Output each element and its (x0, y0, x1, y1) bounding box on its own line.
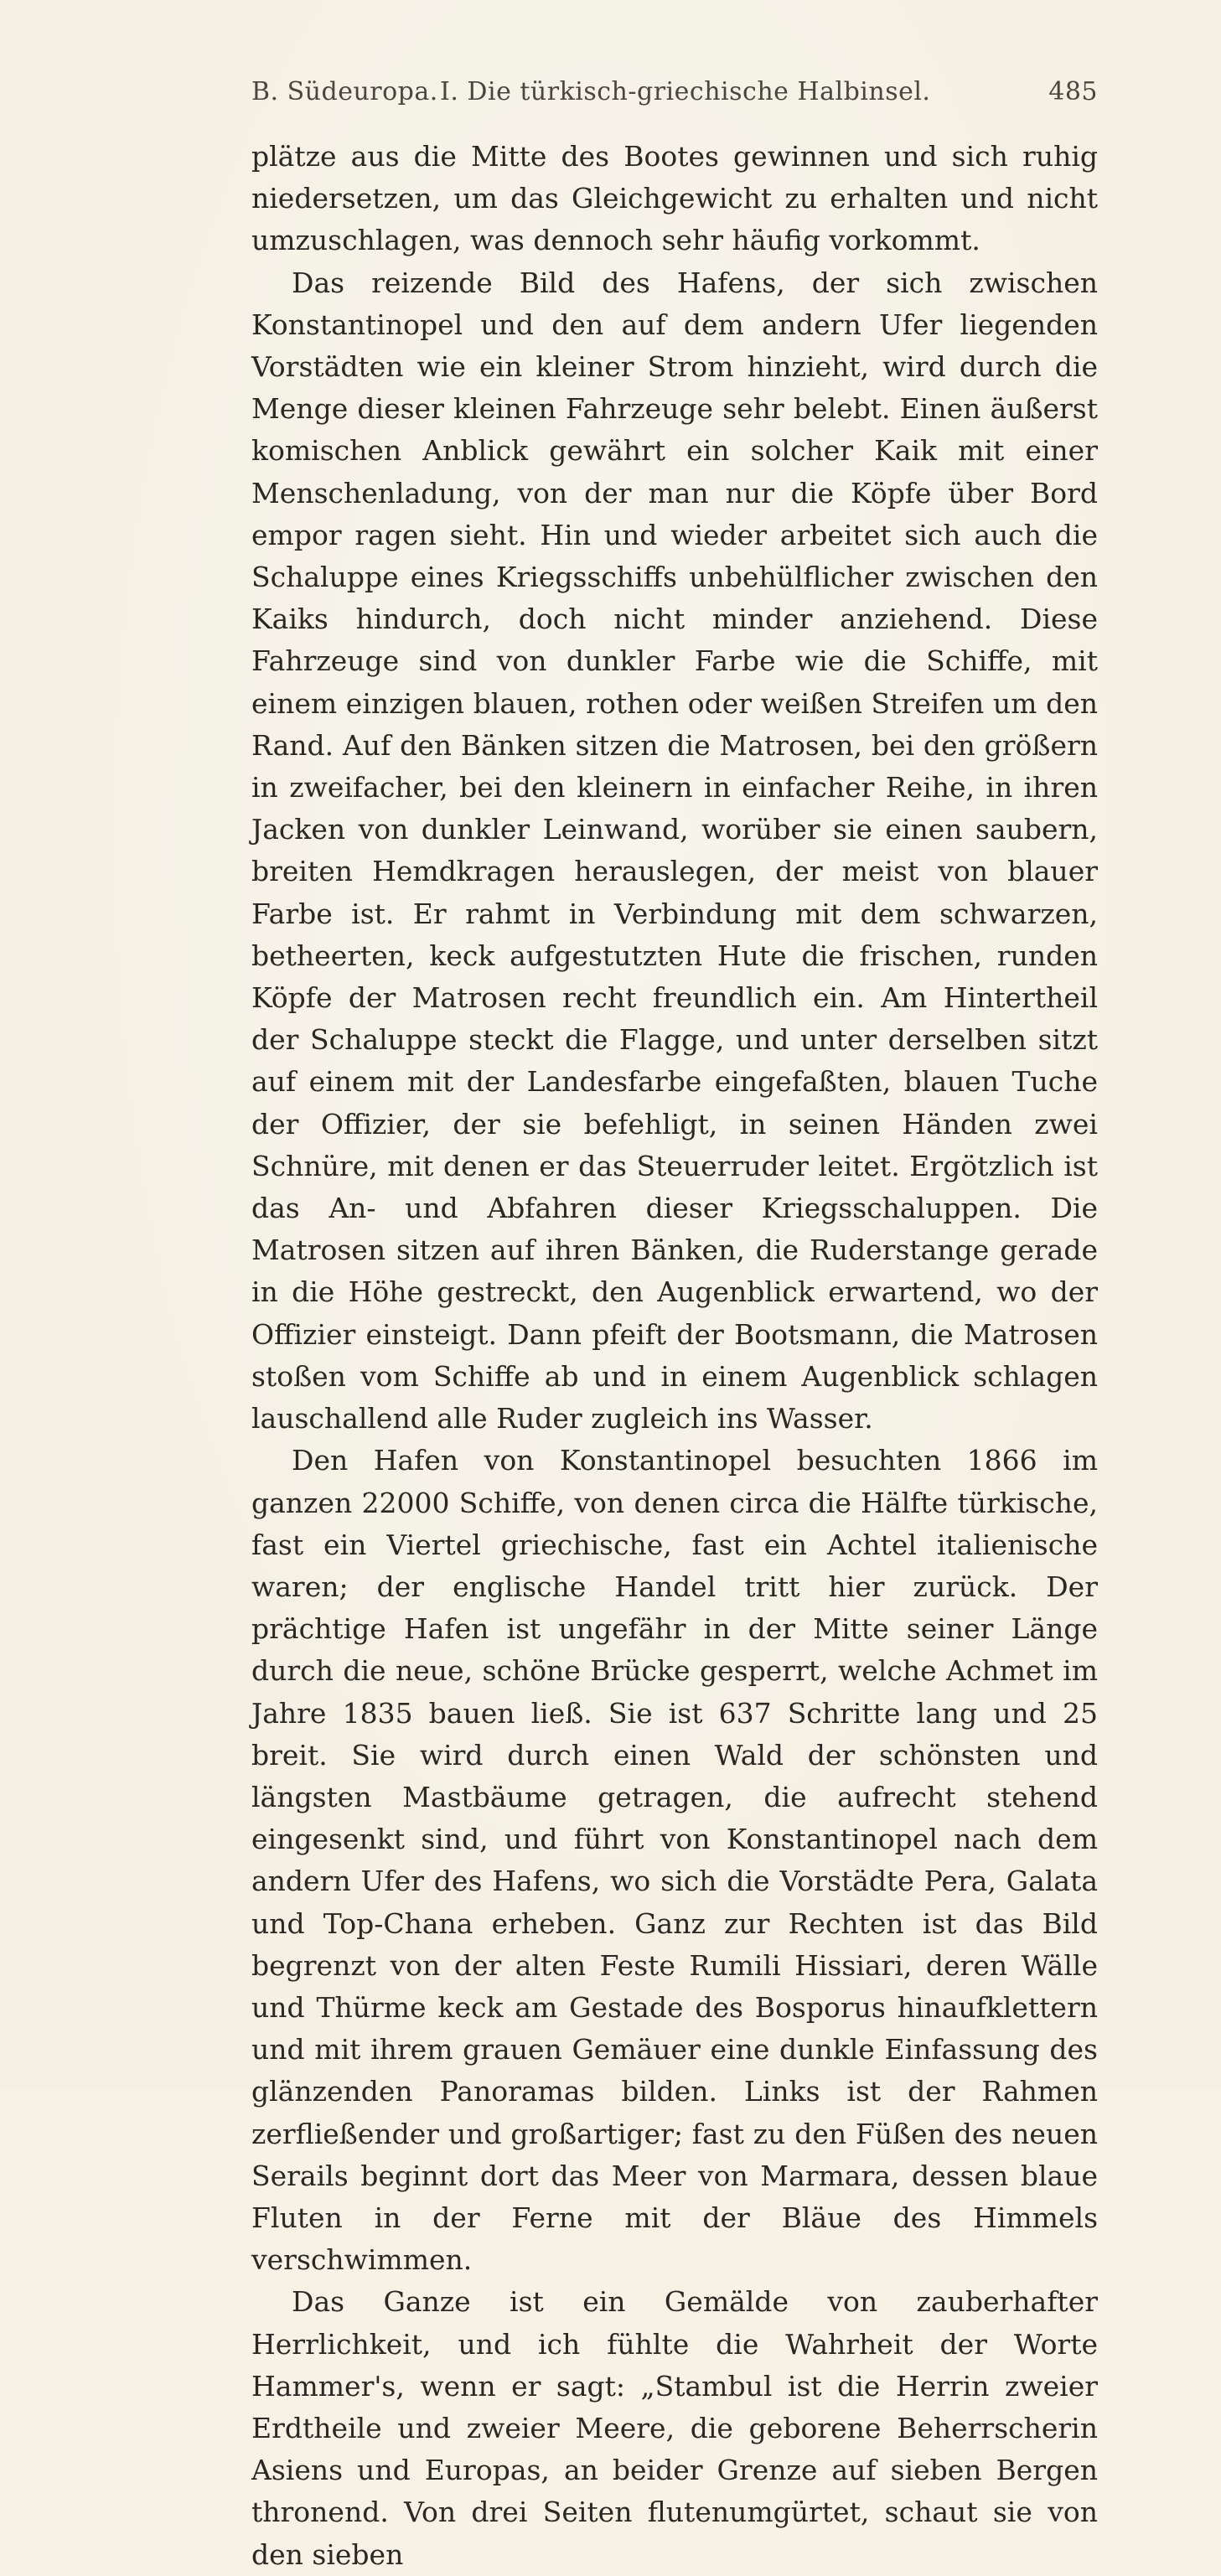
section-title: B. Südeuropa. (251, 77, 438, 106)
paragraph-continuation: plätze aus die Mitte des Bootes gewinnen und sich ruhig niedersetzen, um das Gleichgewicht zu erhalten und nicht umzuschlagen, was dennoch sehr häufig vorkommt. (251, 140, 1098, 257)
paragraph-hammer-quote: Das Ganze ist ein Gemälde von zauberhafter Herrlichkeit, und ich fühlte die Wahrheit der Worte Hammer's, wenn er sagt: „Stambul ist die Herrin zweier Erdtheile und zweier Meere, die geborene Beherrscherin Asiens und Europas, an beider Grenze auf sieben Bergen thronend. Von drei Seiten flutenumgürtet, schaut sie von den sieben (251, 2285, 1098, 2571)
running-head (251, 77, 1098, 117)
paragraph-harbor-statistics: Den Hafen von Konstantinopel besuchten 1866 im ganzen 22000 Schiffe, von denen circa die Hälfte türkische, fast ein Viertel griechische, fast ein Achtel italienische waren; der englische Handel tritt hier zurück. Der prächtige Hafen ist ungefähr in der Mitte seiner Länge durch die neue, schöne Brücke gesperrt, welche Achmet im Jahre 1835 bauen ließ. Sie ist 637 Schritte lang und 25 breit. Sie wird durch einen Wald der schönsten und längsten Mastbäume getragen, die aufrecht stehend eingesenkt sind, und führt von Konstantinopel nach dem andern Ufer des Hafens, wo sich die Vorstädte Pera, Galata und Top-Chana erheben. Ganz zur Rechten ist das Bild begrenzt von der alten Feste Rumili Hissiari, deren Wälle und Thürme keck am Gestade des Bosporus hinaufklettern und mit ihrem grauen Gemäuer eine dunkle Einfassung des glänzenden Panoramas bilden. Links ist der Rahmen zerfließender und großartiger; fast zu den Füßen des neuen Serails beginnt dort das Meer von Marmara, dessen blaue Fluten in der Ferne mit der Bläue des Himmels verschwimmen. (251, 1444, 1098, 2277)
paragraph-harbor-scene: Das reizende Bild des Hafens, der sich zwischen Konstantinopel und den auf dem andern Ufer liegenden Vorstädten wie ein kleiner Strom hinzieht, wird durch die Menge dieser kleinen Fahrzeuge sehr belebt. Einen äußerst komischen Anblick gewährt ein solcher Kaik mit einer Menschenladung, von der man nur die Köpfe über Bord empor ragen sieht. Hin und wieder arbeitet sich auch die Schaluppe eines Kriegsschiffs unbehülflicher zwischen den Kaiks hindurch, doch nicht minder anziehend. Diese Fahrzeuge sind von dunkler Farbe wie die Schiffe, mit einem einzigen blauen, rothen oder weißen Streifen um den Rand. Auf den Bänken sitzen die Matrosen, bei den größern in zweifacher, bei den kleinern in einfacher Reihe, in ihren Jacken von dunkler Leinwand, worüber sie einen saubern, breiten Hemdkragen herauslegen, der meist von blauer Farbe ist. Er rahmt in Verbindung mit dem schwarzen, betheerten, keck aufgestutzten Hute die frischen, runden Köpfe der Matrosen recht freundlich ein. Am Hintertheil der Schaluppe steckt die Flagge, und unter derselben sitzt auf einem mit der Landesfarbe eingefaßten, blauen Tuche der Offizier, der sie befehligt, in seinen Händen zwei Schnüre, mit denen er das Steuerruder leitet. Ergötzlich ist das An- und Abfahren dieser Kriegsschaluppen. Die Matrosen sitzen auf ihren Bänken, die Ruderstange gerade in die Höhe gestreckt, den Augenblick erwartend, wo der Offizier einsteigt. Dann pfeift der Bootsmann, die Matrosen stoßen vom Schiffe ab und in einem Augenblick schlagen lauschallend alle Ruder zugleich ins Wasser. (251, 266, 1098, 1435)
body-text (251, 136, 1098, 2576)
chapter-title: I. Die türkisch-griechische Halbinsel. (440, 77, 931, 106)
page-number: 485 (1048, 77, 1098, 106)
